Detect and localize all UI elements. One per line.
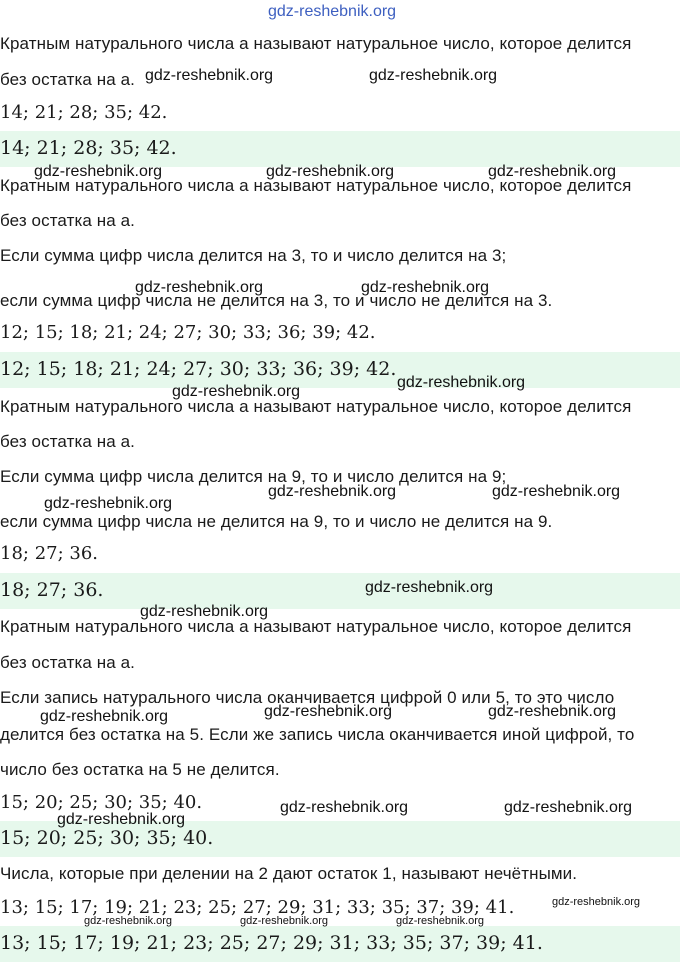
- watermark: gdz-reshebnik.org: [361, 279, 490, 296]
- watermark: gdz-reshebnik.org: [34, 163, 163, 180]
- block4-line1: Кратным натурального числа a называют натуральное число, которое делится: [0, 617, 632, 636]
- block3-answer: 18; 27; 36.: [0, 543, 99, 564]
- watermark: gdz-reshebnik.org: [268, 483, 397, 500]
- watermark-small: gdz-reshebnik.org: [240, 915, 329, 927]
- watermark: gdz-reshebnik.org: [369, 67, 498, 84]
- watermark: gdz-reshebnik.org: [280, 799, 409, 816]
- block4-line2: без остатка на a.: [0, 653, 135, 672]
- block1-answer-highlight-text: 14; 21; 28; 35; 42.: [0, 137, 177, 159]
- block2-answer: 12; 15; 18; 21; 24; 27; 30; 33; 36; 39; 42.: [0, 322, 376, 343]
- watermark: gdz-reshebnik.org: [488, 703, 617, 720]
- watermark: gdz-reshebnik.org: [40, 708, 169, 725]
- block3-line4: если сумма цифр числа не делится на 9, то и число не делится на 9.: [0, 512, 553, 531]
- watermark: gdz-reshebnik.org: [488, 163, 617, 180]
- block3-line1: Кратным натурального числа a называют натуральное число, которое делится: [0, 397, 632, 416]
- block3-answer-highlight: [0, 573, 680, 609]
- block3-answer-highlight-text: 18; 27; 36.: [0, 579, 104, 601]
- block5-answer: 13; 15; 17; 19; 21; 23; 25; 27; 29; 31; 33; 35; 37; 39; 41.: [0, 897, 515, 918]
- watermark: gdz-reshebnik.org: [264, 703, 393, 720]
- watermark-small: gdz-reshebnik.org: [84, 915, 173, 927]
- block4-line3: Если запись натурального числа оканчивается цифрой 0 или 5, то это число: [0, 688, 615, 707]
- watermark: gdz-reshebnik.org: [140, 603, 269, 620]
- watermark: gdz-reshebnik.org: [397, 374, 526, 391]
- block2-answer-highlight-text: 12; 15; 18; 21; 24; 27; 30; 33; 36; 39; 42.: [0, 358, 397, 380]
- block1-answer: 14; 21; 28; 35; 42.: [0, 102, 168, 123]
- watermark: gdz-reshebnik.org: [172, 383, 301, 400]
- watermark: gdz-reshebnik.org: [145, 67, 274, 84]
- block4-answer: 15; 20; 25; 30; 35; 40.: [0, 792, 203, 813]
- watermark: gdz-reshebnik.org: [266, 163, 395, 180]
- watermark: gdz-reshebnik.org: [135, 279, 264, 296]
- block3-line2: без остатка на a.: [0, 432, 135, 451]
- block5-answer-highlight-text: 13; 15; 17; 19; 21; 23; 25; 27; 29; 31; 33; 35; 37; 39; 41.: [0, 932, 543, 954]
- watermark: gdz-reshebnik.org: [492, 483, 621, 500]
- block2-line4: если сумма цифр числа не делится на 3, то и число не делится на 3.: [0, 291, 553, 310]
- block5-line1: Числа, которые при делении на 2 дают остаток 1, называют нечётными.: [0, 864, 578, 883]
- block2-line2: без остатка на a.: [0, 211, 135, 230]
- block4-answer-highlight-text: 15; 20; 25; 30; 35; 40.: [0, 827, 214, 849]
- block2-line1: Кратным натурального числа a называют натуральное число, которое делится: [0, 176, 632, 195]
- watermark: gdz-reshebnik.org: [504, 799, 633, 816]
- block4-line4: делится без остатка на 5. Если же запись числа оканчивается иной цифрой, то: [0, 725, 635, 744]
- watermark: gdz-reshebnik.org: [57, 811, 186, 828]
- watermark-small: gdz-reshebnik.org: [396, 915, 485, 927]
- block2-line3: Если сумма цифр числа делится на 3, то и число делится на 3;: [0, 246, 507, 265]
- watermark-small: gdz-reshebnik.org: [552, 896, 641, 908]
- block3-line3: Если сумма цифр числа делится на 9, то и число делится на 9;: [0, 467, 507, 486]
- block1-line1: Кратным натурального числа a называют натуральное число, которое делится: [0, 34, 632, 53]
- block4-line5: число без остатка на 5 не делится.: [0, 760, 280, 779]
- block2-answer-highlight: [0, 352, 680, 388]
- block1-answer-highlight: [0, 131, 680, 167]
- block1-line2: без остатка на a.: [0, 70, 135, 89]
- watermark: gdz-reshebnik.org: [44, 495, 173, 512]
- top-watermark[interactable]: gdz-reshebnik.org: [268, 3, 397, 20]
- watermark: gdz-reshebnik.org: [365, 579, 494, 596]
- block5-answer-highlight: [0, 926, 680, 962]
